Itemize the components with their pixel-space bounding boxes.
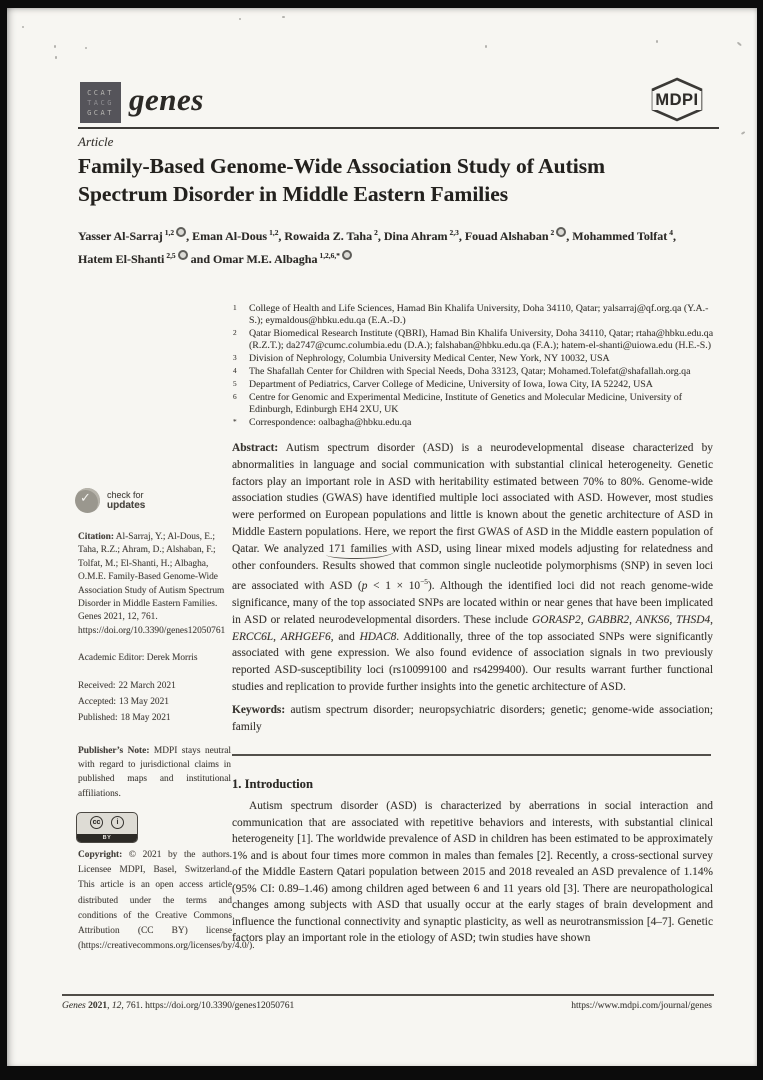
abstract-segment: Autism spectrum disorder (ASD) is a neurodevelopmental disease characterized by abnormalities in language and social communication with substantial clinical heterogeneity. Genetic factors play an important role in ASD with heritability estimated between 70% to 80%. Genome-wide association studies (GWAS) have identified multiple loci associated with ASD. However, most studies were performed on European populations and little is known about the genetic architecture of ASD in Middle Eastern populations. Here, we report the first GWAS of ASD in the Middle eastern population of Qatar. We analyzed [232, 442, 713, 555]
affiliation-text: Correspondence: oalbagha@hbku.edu.qa [249, 416, 412, 428]
abstract-segment: HDAC8 [359, 630, 397, 643]
header-rule [78, 127, 719, 129]
affiliation-item [232, 417, 715, 429]
journal-name: genes [129, 82, 204, 117]
abstract-segment: ARHGEF6 [280, 630, 331, 643]
abstract-segment: < 1 × 10 [367, 580, 421, 593]
scan-speck [741, 131, 745, 134]
footer-citation-segment: 2021 [88, 1001, 108, 1011]
abstract-segment: . Additionally, three of the top associated SNPs were significantly associated with gene expression. We also found evidence of association signals in two previously reported ASD-susceptibility loci (rs10099100 and rs4299400). Our results warrant further functional studies and replication to provide further insights into the genetic architecture of ASD. [232, 630, 713, 693]
article-type-label: Article [78, 134, 114, 149]
author [78, 252, 213, 266]
abstract-segment: with ASD, using linear mixed models adjusting for relatedness and other confounders. Results showed that common single nucleotide polymorphisms (SNP) in seven loci are associated with ASD ( [232, 542, 713, 593]
paper-title [78, 152, 703, 208]
author [213, 252, 352, 266]
abstract-segment: GORASP2 [531, 613, 581, 626]
footer-citation-segment: Genes [62, 1001, 89, 1011]
affiliation-item [232, 392, 715, 417]
orcid-icon [176, 227, 186, 237]
date-label: Published: [78, 712, 118, 723]
keywords-divider [232, 754, 711, 756]
cc-icon: cc [90, 816, 103, 829]
genes-logo-letters: GCAT [87, 108, 114, 117]
abstract-segment: , [629, 613, 636, 626]
footer-citation-segment: 12 [111, 1001, 122, 1011]
affiliation-item [232, 379, 715, 391]
abstract-text [232, 442, 713, 693]
abstract-segment: , [580, 613, 588, 626]
footer-citation-segment: , [107, 1001, 112, 1011]
genes-logo-letters: CCAT [87, 88, 114, 97]
scan-speck [22, 26, 24, 28]
check-updates-text [107, 490, 145, 511]
author [192, 229, 284, 243]
abstract-segment: ). Although the identified loci did not reach genome-wide significance, many of the top associated SNPs are located within or near genes that have been implicated in ASD or related neurodevelopmental disorders. These include [232, 580, 714, 626]
scan-speck [55, 56, 57, 59]
abstract-segment: GABBR2 [587, 613, 630, 626]
affiliation-marker: 1 [233, 303, 237, 312]
author-separator: and [187, 252, 213, 266]
author-separator: , [458, 229, 465, 243]
affiliation-marker: 6 [233, 391, 237, 401]
author-affiliation-sup: 2,3 [449, 228, 459, 237]
author-affiliation-sup: 4 [669, 228, 673, 237]
author [384, 229, 465, 243]
footer-citation-segment: https://doi.org/10.3390/genes12050761 [145, 1001, 295, 1011]
mdpi-logo [636, 76, 718, 124]
cc-badge-icons [77, 816, 137, 829]
scan-speck [737, 42, 742, 46]
keywords-text: autism spectrum disorder; neuropsychiatric disorders; genetic; genome-wide association; family [232, 704, 713, 733]
affiliation-item [232, 303, 715, 328]
author-separator: , [672, 229, 676, 243]
copyright-label: Copyright: [78, 850, 123, 860]
scan-speck [282, 16, 285, 18]
abstract-segment: ERCC6L [232, 630, 274, 643]
date-line [78, 679, 232, 695]
date-label: Accepted: [78, 696, 116, 707]
genes-logo-square [80, 82, 121, 123]
scan-speck [85, 47, 87, 49]
author-name: Mohammed Tolfat [572, 229, 668, 243]
genes-logo-letters: TACG [87, 98, 114, 107]
affiliation-marker: * [233, 416, 237, 426]
orcid-icon [178, 250, 188, 260]
scan-speck [656, 40, 658, 43]
affiliation-list [232, 303, 715, 429]
check-updates-line2: updates [107, 499, 146, 511]
author-affiliation-sup: 1,2 [269, 228, 279, 237]
abstract-segment: , [669, 613, 676, 626]
date-label: Received: [78, 681, 116, 691]
dates-list [78, 679, 232, 726]
scan-speck [239, 18, 241, 20]
author-separator: , [278, 229, 285, 243]
abstract-segment: , [273, 630, 281, 643]
publishers-note-text: MDPI stays neutral with regard to jurisdictional claims in published maps and institutional affiliations. [78, 746, 231, 799]
author-affiliation-sup: 2,5 [166, 251, 176, 260]
affiliation-text: Division of Nephrology, Columbia University Medical Center, New York, NY 10032, USA [249, 353, 610, 365]
title-line: Spectrum Disorder in Middle Eastern Families [78, 182, 509, 206]
authors-line [78, 223, 709, 269]
date-value: 22 March 2021 [118, 681, 176, 691]
affiliation-marker: 5 [233, 378, 237, 388]
author-name: Dina Ahram [383, 229, 448, 243]
author [572, 229, 676, 243]
affiliation-item [232, 328, 715, 353]
affiliation-text: Centre for Genomic and Experimental Medicine, Institute of Genetics and Molecular Medicine, University of Edinburgh, Edinburgh EH4 2XU, UK [249, 391, 682, 415]
author [465, 229, 572, 243]
author-name: Rowaida Z. Taha [284, 229, 373, 243]
publishers-note [78, 744, 231, 801]
affiliation-marker: 3 [233, 353, 237, 363]
author-affiliation-sup: 2 [550, 228, 555, 237]
title-line: Family-Based Genome-Wide Association Study of Autism [78, 154, 605, 178]
copyright-block [78, 848, 255, 954]
author-name: Yasser Al-Sarraj [78, 229, 163, 243]
abstract-label: Abstract: [232, 442, 279, 454]
section-heading-introduction: 1. Introduction [232, 777, 313, 791]
author-separator: , [566, 229, 573, 243]
date-value: 18 May 2021 [120, 712, 171, 723]
check-for-updates-badge[interactable] [75, 488, 145, 513]
abstract-segment: THSD4 [675, 613, 711, 626]
date-value: 13 May 2021 [119, 696, 169, 707]
abstract-segment: , and [330, 630, 360, 643]
footer-journal-url[interactable]: https://www.mdpi.com/journal/genes [571, 1001, 712, 1011]
author-name: Omar M.E. Albagha [213, 252, 318, 266]
check-updates-line1: check for [107, 490, 144, 500]
author-separator: , [186, 229, 193, 243]
affiliation-marker: 4 [233, 365, 237, 375]
footer-citation [62, 1001, 294, 1011]
author-name: Fouad Alshaban [464, 229, 549, 243]
date-line [78, 711, 232, 727]
author-name: Eman Al-Dous [192, 229, 268, 243]
affiliation-item [232, 366, 715, 378]
citation-text: Al-Sarraj, Y.; Al-Dous, E.; Taha, R.Z.; Ahram, D.; Alshaban, F.; Tolfat, M.; El-Shanti, H.; Albagha, O.M.E. Family-Based Genome-Wide Association Study of Autism Spectrum Disorder in Middle Eastern Families. Genes 2021, 12, 761. https://doi.org/10.3390/genes12050761 [78, 532, 226, 636]
license-by-label: BY [77, 834, 137, 842]
abstract-segment: −5 [420, 577, 429, 587]
paper-sheet [7, 8, 757, 1066]
author-name: Hatem El-Shanti [78, 252, 165, 266]
introduction-paragraph: Autism spectrum disorder (ASD) is characterized by aberrations in social interaction and communication that are associated with repetitive behaviors and interests, with substantial clinical heterogeneity [1]. The worldwide prevalence of ASD in children has been estimated to be approximately 1% and is about four times more common in males than females [2]. Recently, a cross-sectional survey of the Middle Eastern Qatari population between 2015 and 2018 revealed an ASD prevalence of 1.14% (95% CI: 0.89–1.46) among children aged between 6 and 11 years old [3]. There are neuropathological changes among subjects with ASD that usually occur at the early stages of brain development and influence the functional connectivity and synaptic plasticity, as well as neurotransmission [4–7]. Genetic factors play an important role in the etiology of ASD; twin studies have shown [232, 800, 713, 944]
author-affiliation-sup: 1,2,6,* [319, 251, 340, 260]
footer-rule [62, 994, 714, 996]
affiliation-item [232, 353, 715, 365]
author [78, 229, 192, 243]
keywords [232, 702, 713, 736]
academic-editor [78, 652, 232, 665]
author-affiliation-sup: 2 [374, 228, 378, 237]
abstract-segment: p [361, 580, 368, 593]
academic-editor-name: Derek Morris [144, 653, 198, 663]
abstract-segment: 171 families [328, 542, 388, 555]
attribution-icon: i [111, 816, 124, 829]
author-separator: , [377, 229, 384, 243]
cc-license-badge[interactable] [76, 812, 138, 843]
footer-citation-segment: , 761. [121, 1001, 146, 1011]
affiliation-marker: 2 [233, 328, 237, 338]
orcid-icon [342, 250, 352, 260]
mdpi-wordmark: MDPI [652, 91, 701, 110]
citation-label: Citation: [78, 532, 114, 542]
check-icon [75, 488, 100, 513]
keywords-label: Keywords: [232, 704, 286, 716]
abstract [232, 440, 713, 696]
orcid-icon [556, 227, 566, 237]
citation-block [78, 531, 230, 638]
abstract-segment: ANKS6 [635, 613, 670, 626]
affiliation-text: College of Health and Life Sciences, Hamad Bin Khalifa University, Doha 34110, Qatar; yalsarraj@qf.org.qa (Y.A.-S.); eymaldous@hbku.edu.qa (E.A.-D.) [249, 303, 709, 327]
affiliation-text: The Shafallah Center for Children with Special Needs, Doha 33123, Qatar; Mohamed.Tolefat@shafallah.org.qa [249, 365, 691, 377]
author-affiliation-sup: 1,2 [164, 228, 175, 237]
abstract-segment: , [710, 613, 714, 626]
scan-speck [54, 45, 56, 48]
affiliation-text: Department of Pediatrics, Carver College of Medicine, University of Iowa, Iowa City, IA 52242, USA [249, 378, 653, 390]
academic-editor-label: Academic Editor: [78, 653, 145, 663]
scan-speck [485, 45, 487, 48]
copyright-text: © 2021 by the authors. Licensee MDPI, Basel, Switzerland. This article is an open access article distributed under the terms and conditions of the Creative Commons Attribution (CC BY) license (https://creativecommons.org/licenses/by/4.0/). [78, 850, 255, 952]
author [284, 229, 383, 243]
date-line [78, 695, 232, 711]
publishers-note-label: Publisher’s Note: [78, 746, 150, 756]
affiliation-text: Qatar Biomedical Research Institute (QBRI), Hamad Bin Khalifa University, Doha 34110, Qatar; rtaha@hbku.edu.qa (R.Z.T.); da2747@cumc.columbia.edu (D.A.); falshaban@hbku.edu.qa (F.A.); hatem-el-shanti@uiowa.edu (H.E.-S.) [249, 328, 714, 352]
